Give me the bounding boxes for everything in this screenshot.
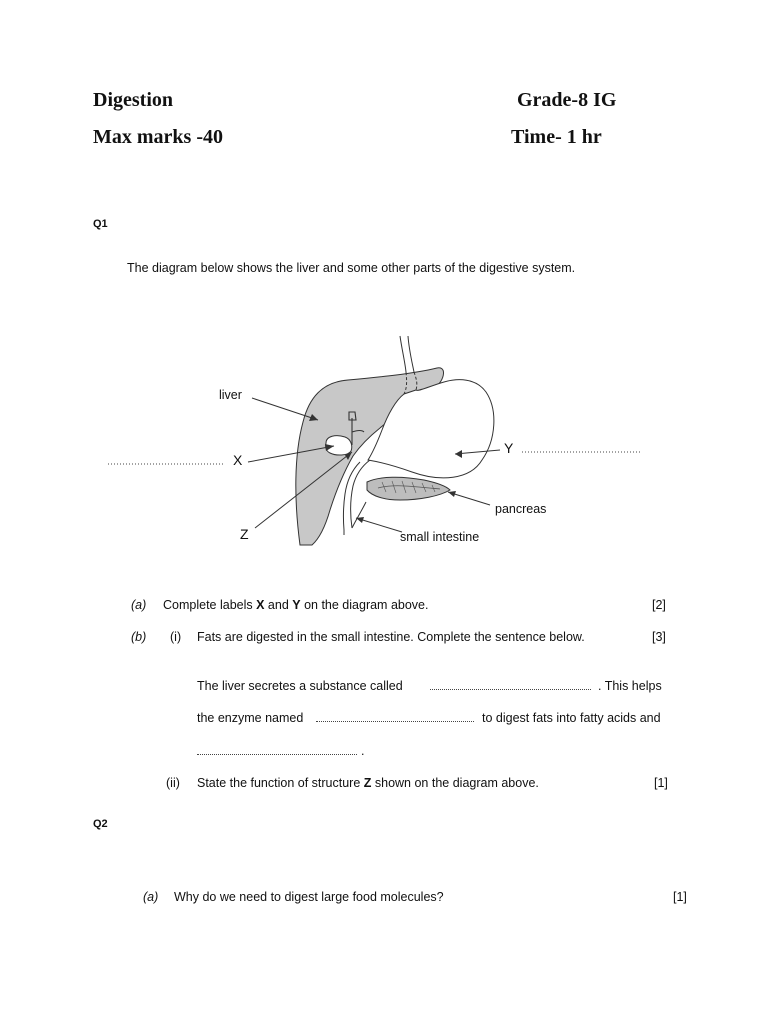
digestive-system-diagram [100, 330, 660, 555]
q1bi-marks: [3] [652, 630, 666, 644]
q1a-text: Complete labels X and Y on the diagram above. [163, 598, 429, 612]
q2a-text: Why do we need to digest large food molecules? [174, 890, 444, 904]
grade-label: Grade-8 IG [517, 89, 617, 111]
q1bii-text: State the function of structure Z shown on the diagram above. [197, 776, 539, 790]
q2a-label: (a) [143, 890, 159, 904]
answer-blank-2[interactable] [316, 721, 474, 722]
label-y: Y [504, 440, 514, 456]
time-label: Time- 1 hr [511, 126, 602, 148]
oesophagus-shape [400, 336, 414, 372]
q2a-marks: [1] [673, 890, 687, 904]
q1bi-text: Fats are digested in the small intestine. Complete the sentence below. [197, 630, 585, 644]
q1bi-label: (i) [170, 630, 182, 644]
answer-blank-1[interactable] [430, 689, 591, 690]
label-liver: liver [219, 388, 242, 402]
q1bi-line1-end: . This helps [598, 679, 662, 693]
q1a-marks: [2] [652, 598, 666, 612]
page-title: Digestion [93, 89, 173, 111]
q1bi-line1-start: The liver secretes a substance called [197, 679, 403, 693]
q1bi-line2-start: the enzyme named [197, 711, 304, 725]
label-small-intestine: small intestine [400, 530, 480, 544]
question-2-number: Q2 [93, 818, 108, 830]
label-x: X [233, 452, 243, 468]
label-z: Z [240, 526, 249, 542]
q1bii-label: (ii) [166, 776, 180, 790]
answer-blank-3[interactable] [197, 754, 357, 755]
question-1-number: Q1 [93, 218, 108, 230]
q1b-label: (b) [131, 630, 147, 644]
q1bii-marks: [1] [654, 776, 668, 790]
q1a-label: (a) [131, 598, 147, 612]
question-1-intro: The diagram below shows the liver and some other parts of the digestive system. [127, 261, 576, 275]
label-pancreas: pancreas [495, 502, 547, 516]
max-marks-label: Max marks -40 [93, 126, 223, 148]
q1bi-line2-end: to digest fats into fatty acids and [482, 711, 661, 725]
q1bi-line3-end: . [361, 744, 365, 758]
